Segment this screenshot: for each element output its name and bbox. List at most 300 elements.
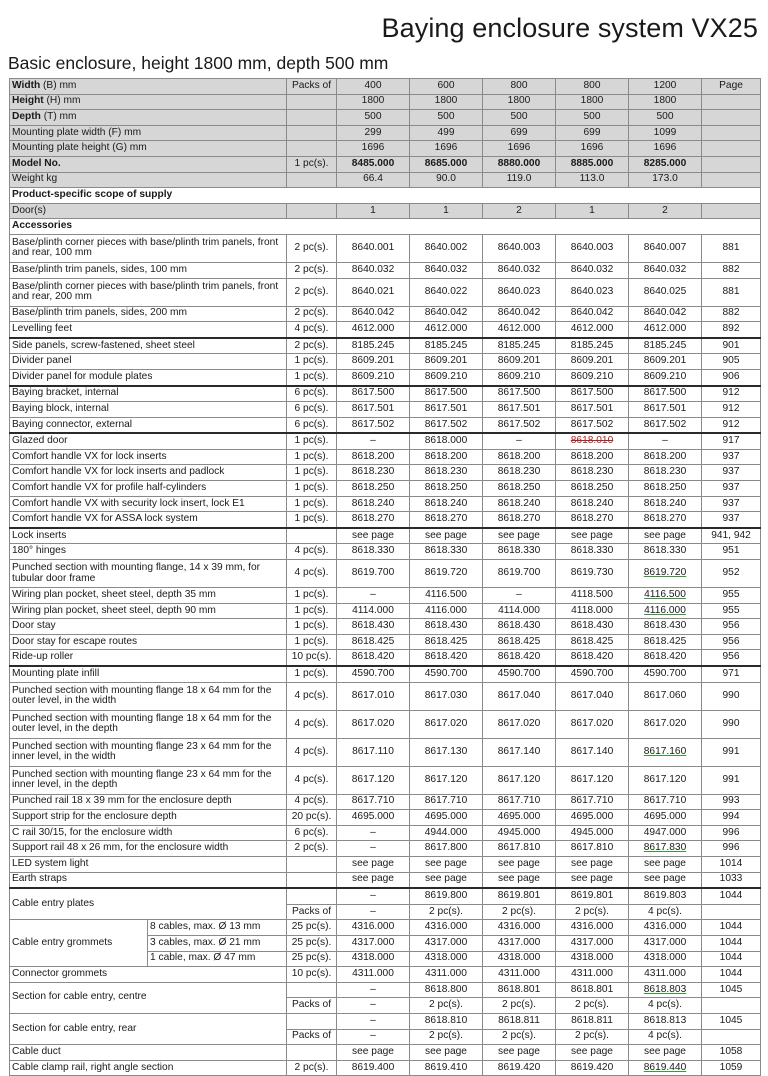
model-number: see page (352, 873, 394, 885)
accessory-row (10, 369, 761, 385)
model-number: – (370, 588, 376, 600)
model-number: 8617.710 (424, 795, 468, 807)
model-number: see page (644, 529, 686, 541)
accessory-page: 882 (702, 262, 761, 278)
model-number: 8609.201 (643, 355, 687, 367)
model-number: 8618.430 (643, 620, 687, 632)
model-number: 8618.270 (497, 513, 541, 525)
accessory-row (10, 825, 761, 841)
accessory-row (10, 560, 761, 588)
model-number: – (662, 435, 668, 447)
accessory-row (10, 710, 761, 738)
accessory-row (10, 603, 761, 619)
model-number: 8617.120 (497, 773, 541, 785)
accessory-packs: 1 pc(s). (287, 354, 337, 370)
model-number: 8640.001 (351, 242, 395, 254)
model-number: 4944.000 (424, 826, 468, 838)
accessory-page: 990 (702, 710, 761, 738)
model-number: 8618.230 (497, 466, 541, 478)
model-number: 8617.010 (351, 689, 395, 701)
model-number: 8618.010 (570, 435, 614, 447)
accessory-row (10, 417, 761, 433)
model-number: 4114.000 (498, 604, 540, 616)
accessory-packs: 1 pc(s). (287, 496, 337, 512)
accessory-label: Punched section with mounting flange, 14 x 39 mm, for tubular door frame (10, 560, 287, 588)
section-cable-entry-rear-row: Section for cable entry, rear – 8618.810 8618.811 8618.811 8618.813 1045 (10, 1013, 761, 1029)
accessory-packs: 4 pc(s). (287, 738, 337, 766)
accessory-label: 180° hinges (10, 544, 287, 560)
cable-clamp-rail-row: Cable clamp rail, right angle section 2 pc(s). 8619.400 8619.410 8619.420 8619.420 8619.440 1059 (10, 1060, 761, 1076)
model-number: 8618.230 (351, 466, 395, 478)
accessory-packs: 1 pc(s). (287, 369, 337, 385)
model-number: 4945.000 (497, 826, 541, 838)
accessory-label: Baying bracket, internal (10, 386, 287, 402)
cable-entry-plates-row: Cable entry plates – 8619.800 8619.801 8619.801 8619.803 1044 (10, 888, 761, 904)
model-number: 8618.425 (643, 635, 687, 647)
model-number: 8619.720 (643, 567, 687, 579)
model-number: 8618.430 (570, 620, 614, 632)
model-number: 4590.700 (351, 667, 395, 679)
model-number: 8185.245 (643, 339, 687, 351)
mounting-plate-width-row: Mounting plate width (F) mm 299 499 699 699 1099 (10, 125, 761, 141)
model-number: 4612.000 (424, 323, 468, 335)
accessory-page: 937 (702, 465, 761, 481)
accessory-label: Door stay for escape routes (10, 634, 287, 650)
model-number: 8640.042 (497, 307, 541, 319)
model-number: 4695.000 (643, 811, 687, 823)
model-number: 8617.830 (643, 842, 687, 854)
model-number: 8640.021 (351, 285, 395, 297)
model-number: 4612.000 (497, 323, 541, 335)
model-number: 8617.810 (570, 842, 614, 854)
spec-table (9, 78, 761, 1076)
model-number: 8618.430 (497, 620, 541, 632)
accessory-row (10, 856, 761, 872)
accessory-label: Punched section with mounting flange 23 x 64 mm for the inner level, in the depth (10, 766, 287, 794)
accessory-page: 1014 (702, 856, 761, 872)
accessory-packs: 1 pc(s). (287, 512, 337, 528)
model-number: 8618.000 (424, 435, 468, 447)
accessory-label: LED system light (10, 856, 287, 872)
accessory-label: Punched section with mounting flange 18 x 64 mm for the outer level, in the width (10, 682, 287, 710)
accessory-row (10, 588, 761, 604)
page-header: Page (702, 79, 761, 95)
depth-row: Depth (T) mm 500 500 500 500 500 (10, 110, 761, 126)
model-number: 8617.040 (570, 689, 614, 701)
model-number: see page (498, 857, 540, 869)
model-number: 8185.245 (570, 339, 614, 351)
model-number: 8617.501 (570, 402, 614, 414)
page-subtitle: Basic enclosure, height 1800 mm, depth 500 mm (8, 53, 389, 73)
model-number: 8617.110 (352, 745, 394, 757)
model-number: 8618.250 (424, 481, 468, 493)
accessory-page: 912 (702, 402, 761, 418)
model-number: 8617.500 (570, 387, 614, 399)
accessory-packs: 6 pc(s). (287, 825, 337, 841)
model-number: 8618.240 (497, 497, 541, 509)
model-number: 8618.240 (424, 497, 468, 509)
section-cable-entry-rear-packs-row: Packs of – 2 pc(s). 2 pc(s). 2 pc(s). 4 pc(s). (10, 1029, 761, 1045)
accessory-row (10, 386, 761, 402)
accessory-packs: 1 pc(s). (287, 603, 337, 619)
model-number: 8617.020 (497, 717, 541, 729)
model-number: 8618.330 (643, 545, 687, 557)
accessory-row (10, 650, 761, 666)
accessory-row (10, 354, 761, 370)
accessory-page: 990 (702, 682, 761, 710)
model-number: 8617.020 (424, 717, 468, 729)
model-number: 8617.020 (351, 717, 395, 729)
accessory-page: 937 (702, 481, 761, 497)
accessory-packs: 10 pc(s). (287, 650, 337, 666)
model-number: 8618.330 (497, 545, 541, 557)
accessory-label: Earth straps (10, 872, 287, 888)
width-label: Width (12, 79, 41, 91)
accessory-label: Door stay (10, 619, 287, 635)
accessory-label: Base/plinth corner pieces with base/plinth trim panels, front and rear, 200 mm (10, 278, 287, 306)
scope-heading-row: Product-specific scope of supply (10, 188, 761, 204)
accessory-page: 941, 942 (702, 528, 761, 544)
model-number: 8640.032 (497, 263, 541, 275)
model-number: 8609.201 (570, 355, 614, 367)
model-number: 8617.140 (497, 745, 541, 757)
model-number: 8618.240 (643, 497, 687, 509)
model-number: 4590.700 (570, 667, 614, 679)
accessory-packs: 2 pc(s). (287, 306, 337, 322)
accessory-row (10, 449, 761, 465)
model-number: 8618.430 (351, 620, 395, 632)
cable-duct-row: Cable duct see page see page see page see page see page 1058 (10, 1045, 761, 1061)
model-number: 8640.032 (643, 263, 687, 275)
model-number: 8618.430 (424, 620, 468, 632)
accessory-packs: 6 pc(s). (287, 386, 337, 402)
model-number: 8609.210 (570, 370, 614, 382)
accessory-row (10, 481, 761, 497)
model-number: 8618.250 (497, 481, 541, 493)
accessory-page: 892 (702, 322, 761, 338)
accessory-row (10, 682, 761, 710)
model-number: 8618.240 (351, 497, 395, 509)
model-number: 8618.230 (570, 466, 614, 478)
model-number: see page (571, 857, 613, 869)
model-number: 8618.425 (424, 635, 468, 647)
accessory-row (10, 402, 761, 418)
model-number: 8617.710 (570, 795, 614, 807)
accessory-row (10, 544, 761, 560)
model-number: see page (571, 873, 613, 885)
accessory-row (10, 512, 761, 528)
model-number: 8640.042 (643, 307, 687, 319)
accessory-page: 951 (702, 544, 761, 560)
accessory-label: Baying connector, external (10, 417, 287, 433)
accessory-packs: 4 pc(s). (287, 710, 337, 738)
model-number: – (516, 588, 522, 600)
model-number: 8617.120 (570, 773, 614, 785)
accessory-row (10, 278, 761, 306)
model-number: 8185.245 (424, 339, 468, 351)
accessory-row (10, 322, 761, 338)
model-number: 8617.710 (643, 795, 687, 807)
model-number: 8617.500 (497, 387, 541, 399)
accessory-packs: 6 pc(s). (287, 417, 337, 433)
model-number: 8617.130 (424, 745, 468, 757)
section-cable-entry-centre-packs-row: Packs of – 2 pc(s). 2 pc(s). 2 pc(s). 4 pc(s). (10, 998, 761, 1014)
accessory-page: 955 (702, 603, 761, 619)
model-number: 8618.200 (424, 450, 468, 462)
accessory-label: Comfort handle VX for lock inserts (10, 449, 287, 465)
accessory-packs: 4 pc(s). (287, 560, 337, 588)
model-number: 8618.270 (351, 513, 395, 525)
model-number: see page (352, 529, 394, 541)
accessory-page: 1033 (702, 872, 761, 888)
model-number: 8617.710 (497, 795, 541, 807)
model-number: 4612.000 (570, 323, 614, 335)
model-number: 8609.201 (497, 355, 541, 367)
accessory-page: 993 (702, 794, 761, 810)
model-number: 8618.420 (497, 651, 541, 663)
section-cable-entry-centre-row: Section for cable entry, centre – 8618.800 8618.801 8618.801 8618.803 1045 (10, 982, 761, 998)
accessory-packs: 1 pc(s). (287, 634, 337, 650)
model-number: 8640.042 (351, 307, 395, 319)
accessory-packs (287, 856, 337, 872)
model-number: 8617.040 (497, 689, 541, 701)
model-number: 8619.720 (424, 567, 468, 579)
accessory-page: 937 (702, 512, 761, 528)
model-number: 4118.500 (571, 588, 613, 600)
model-number: 8617.020 (570, 717, 614, 729)
model-number: 8618.270 (643, 513, 687, 525)
accessory-label: C rail 30/15, for the enclosure width (10, 825, 287, 841)
model-number: 8617.020 (643, 717, 687, 729)
model-number: 8609.201 (351, 355, 395, 367)
model-number: see page (425, 873, 467, 885)
accessory-page: 905 (702, 354, 761, 370)
accessory-page: 956 (702, 650, 761, 666)
accessory-page: 901 (702, 338, 761, 354)
accessory-label: Levelling feet (10, 322, 287, 338)
model-number: 4116.000 (425, 604, 467, 616)
accessory-label: Support strip for the enclosure depth (10, 810, 287, 826)
model-row: Model No. 1 pc(s). 8485.000 8685.000 8880.000 8885.000 8285.000 (10, 156, 761, 172)
accessory-page: 956 (702, 634, 761, 650)
page-title: Baying enclosure system VX25 (381, 13, 758, 43)
accessory-label: Punched section with mounting flange 18 x 64 mm for the outer level, in the depth (10, 710, 287, 738)
model-number: 8617.500 (643, 387, 687, 399)
model-number: 8619.700 (497, 567, 541, 579)
connector-grommets-row: Connector grommets 10 pc(s). 4311.000 4311.000 4311.000 4311.000 4311.000 1044 (10, 967, 761, 983)
accessory-row (10, 262, 761, 278)
model-number: 8618.230 (424, 466, 468, 478)
model-number: 8617.501 (497, 402, 541, 414)
model-number: 4947.000 (643, 826, 687, 838)
model-number: 8617.501 (351, 402, 395, 414)
accessory-packs: 1 pc(s). (287, 588, 337, 604)
model-number: 8618.270 (570, 513, 614, 525)
model-number: 8617.140 (570, 745, 614, 757)
accessory-label: Comfort handle VX for lock inserts and padlock (10, 465, 287, 481)
model-number: 8609.210 (351, 370, 395, 382)
accessory-label: Glazed door (10, 433, 287, 449)
accessory-row (10, 528, 761, 544)
accessory-label: Comfort handle VX with security lock insert, lock E1 (10, 496, 287, 512)
accessory-page: 996 (702, 825, 761, 841)
model-number: 4695.000 (570, 811, 614, 823)
accessory-label: Baying block, internal (10, 402, 287, 418)
accessory-packs: 1 pc(s). (287, 619, 337, 635)
model-number: 4695.000 (351, 811, 395, 823)
cable-entry-grommets-row: Cable entry grommets 8 cables, max. Ø 13 mm 25 pc(s). 4316.000 4316.000 4316.000 4316.000 4316.000 1044 (10, 920, 761, 936)
accessory-label: Wiring plan pocket, sheet steel, depth 90 mm (10, 603, 287, 619)
accessory-label: Comfort handle VX for ASSA lock system (10, 512, 287, 528)
model-number: 8618.200 (497, 450, 541, 462)
accessory-page: 955 (702, 588, 761, 604)
model-number: 8617.502 (424, 418, 468, 430)
model-number: – (370, 826, 376, 838)
accessory-packs: 2 pc(s). (287, 841, 337, 857)
model-number: 4114.000 (352, 604, 394, 616)
model-number: 8640.023 (570, 285, 614, 297)
model-number: 8618.200 (643, 450, 687, 462)
model-number: 8640.023 (497, 285, 541, 297)
model-number: see page (352, 857, 394, 869)
accessory-row (10, 666, 761, 682)
accessory-packs: 1 pc(s). (287, 449, 337, 465)
accessory-page: 881 (702, 278, 761, 306)
width-row: Width (B) mm Packs of 400 600 800 800 1200 Page (10, 79, 761, 95)
accessory-page: 952 (702, 560, 761, 588)
model-number: 8617.502 (570, 418, 614, 430)
model-number: 4695.000 (497, 811, 541, 823)
model-number: 4118.000 (571, 604, 613, 616)
accessory-label: Comfort handle VX for profile half-cylinders (10, 481, 287, 497)
model-number: 8618.425 (570, 635, 614, 647)
accessory-page: 917 (702, 433, 761, 449)
model-number: 4612.000 (643, 323, 687, 335)
accessory-row (10, 810, 761, 826)
model-number: 8618.420 (424, 651, 468, 663)
model-number: see page (644, 857, 686, 869)
accessory-label: Base/plinth corner pieces with base/plinth trim panels, front and rear, 100 mm (10, 234, 287, 262)
model-number: 8609.201 (424, 355, 468, 367)
model-number: 8640.032 (424, 263, 468, 275)
model-number: see page (498, 529, 540, 541)
model-number: 4590.700 (643, 667, 687, 679)
model-number: – (370, 842, 376, 854)
model-number: 8617.500 (424, 387, 468, 399)
model-number: 8640.032 (570, 263, 614, 275)
accessory-row (10, 433, 761, 449)
accessory-row (10, 738, 761, 766)
model-number: 4116.500 (425, 588, 467, 600)
model-number: 8617.120 (351, 773, 395, 785)
model-number: 8640.022 (424, 285, 468, 297)
accessory-row (10, 841, 761, 857)
model-number: 8640.042 (570, 307, 614, 319)
accessory-page: 937 (702, 496, 761, 512)
weight-row: Weight kg 66.4 90.0 119.0 113.0 173.0 (10, 172, 761, 188)
accessory-packs: 20 pc(s). (287, 810, 337, 826)
model-number: 8609.210 (497, 370, 541, 382)
model-number: 8185.245 (497, 339, 541, 351)
accessory-packs: 4 pc(s). (287, 766, 337, 794)
model-number: 8617.502 (497, 418, 541, 430)
accessory-packs: 4 pc(s). (287, 544, 337, 560)
model-number: 8618.240 (570, 497, 614, 509)
model-number: 8617.501 (643, 402, 687, 414)
cable-entry-grommets-row: 1 cable, max. Ø 47 mm 25 pc(s). 4318.000 4318.000 4318.000 4318.000 4318.000 1044 (10, 951, 761, 967)
model-number: 8617.810 (497, 842, 541, 854)
accessory-page: 996 (702, 841, 761, 857)
model-number: 8617.120 (643, 773, 687, 785)
model-number: 8617.501 (424, 402, 468, 414)
accessory-page: 881 (702, 234, 761, 262)
model-number: 8609.210 (643, 370, 687, 382)
accessory-packs: 4 pc(s). (287, 322, 337, 338)
cable-entry-grommets-row: 3 cables, max. Ø 21 mm 25 pc(s). 4317.000 4317.000 4317.000 4317.000 4317.000 1044 (10, 935, 761, 951)
accessory-row (10, 465, 761, 481)
model-number: 4116.500 (644, 588, 686, 600)
model-number: 4590.700 (424, 667, 468, 679)
accessory-packs: 2 pc(s). (287, 278, 337, 306)
accessory-packs: 4 pc(s). (287, 682, 337, 710)
model-number: 8618.420 (643, 651, 687, 663)
accessory-label: Mounting plate infill (10, 666, 287, 682)
accessory-page: 906 (702, 369, 761, 385)
accessory-page: 956 (702, 619, 761, 635)
accessory-page: 937 (702, 449, 761, 465)
accessory-packs: 4 pc(s). (287, 794, 337, 810)
model-number: see page (425, 529, 467, 541)
model-number: 8618.330 (570, 545, 614, 557)
accessory-row (10, 872, 761, 888)
cable-entry-plates-packs-row: Packs of – 2 pc(s). 2 pc(s). 2 pc(s). 4 pc(s). (10, 904, 761, 920)
model-number: 8618.230 (643, 466, 687, 478)
model-number: 8618.420 (351, 651, 395, 663)
accessory-label: Divider panel (10, 354, 287, 370)
model-number: 8618.425 (351, 635, 395, 647)
accessory-packs: 2 pc(s). (287, 234, 337, 262)
accessory-packs (287, 528, 337, 544)
accessory-row (10, 634, 761, 650)
accessory-label: Wiring plan pocket, sheet steel, depth 35 mm (10, 588, 287, 604)
model-number: 4116.000 (644, 604, 686, 616)
model-number: see page (425, 857, 467, 869)
model-number: 4945.000 (570, 826, 614, 838)
model-number: 8617.710 (351, 795, 395, 807)
model-number: 8640.025 (643, 285, 687, 297)
accessory-label: Base/plinth trim panels, sides, 100 mm (10, 262, 287, 278)
accessory-row (10, 234, 761, 262)
model-number: see page (571, 529, 613, 541)
accessory-page: 912 (702, 386, 761, 402)
accessory-label: Lock inserts (10, 528, 287, 544)
accessory-row (10, 766, 761, 794)
model-number: 8619.730 (570, 567, 614, 579)
model-number: see page (498, 873, 540, 885)
accessory-row (10, 306, 761, 322)
model-number: – (370, 435, 376, 447)
model-number: 8185.245 (351, 339, 395, 351)
model-number: 8618.270 (424, 513, 468, 525)
model-number: 8617.800 (424, 842, 468, 854)
model-number: 8618.250 (570, 481, 614, 493)
packs-of-header: Packs of (287, 79, 337, 95)
accessory-packs: 1 pc(s). (287, 481, 337, 497)
model-number: – (516, 435, 522, 447)
model-number: 4612.000 (351, 323, 395, 335)
accessory-label: Ride-up roller (10, 650, 287, 666)
accessory-packs: 2 pc(s). (287, 262, 337, 278)
